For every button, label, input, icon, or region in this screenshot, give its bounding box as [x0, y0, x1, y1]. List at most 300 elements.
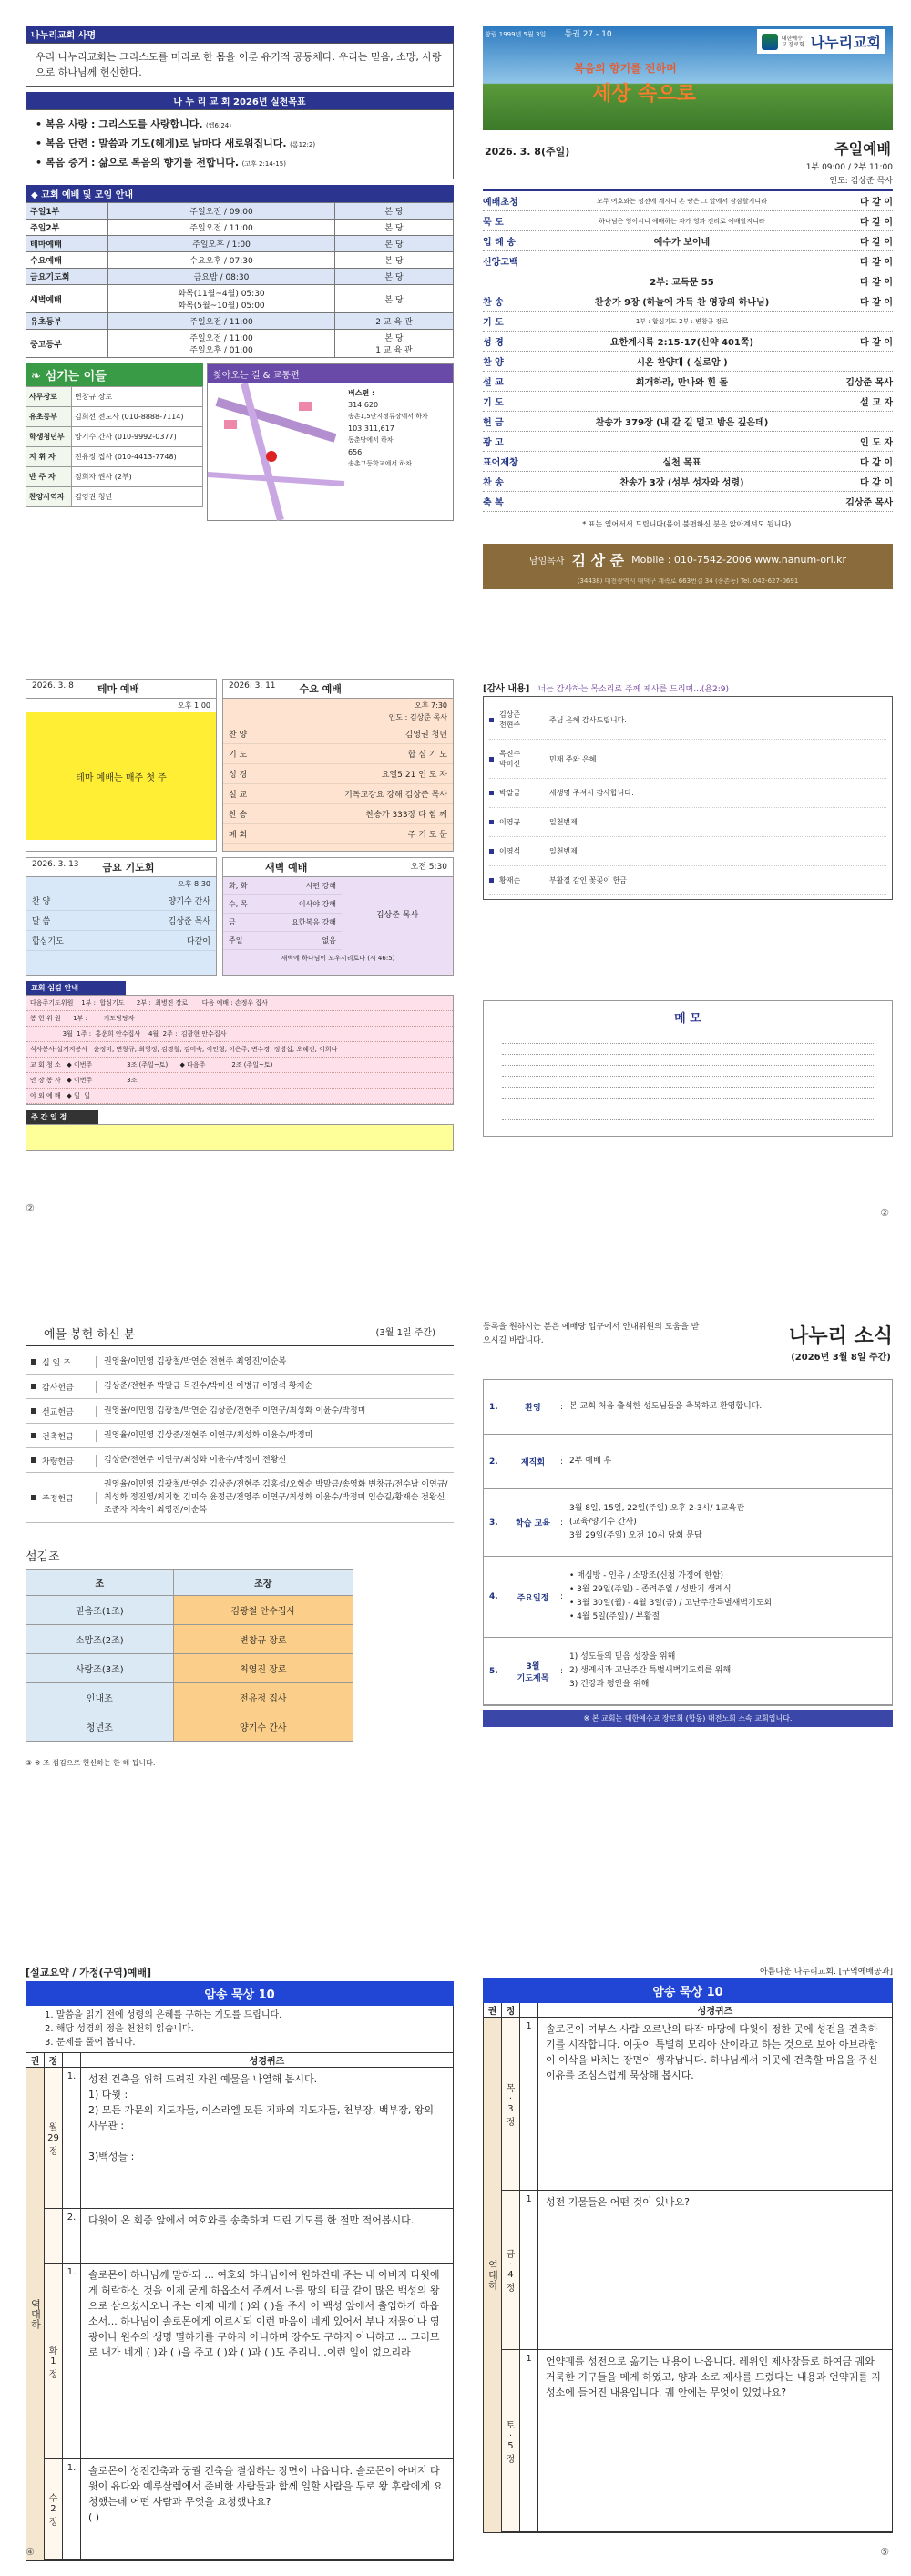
servant-role: 유초등부 — [26, 407, 72, 427]
offering-names: 권영율/이민영 김광철/박연순 김상준/전현주 김홍섭/오혁순 박말금/송영화 변창규/전수남 이연규/최성화 정진영/최지현 김미숙 윤정근/전영주 이연구/최성화 이윤수/박정미 임승길/황재순 전왕신 조준자 지숙이 최영진/이순복 — [104, 1480, 448, 1515]
news-item — [484, 1435, 892, 1489]
bullet-icon — [31, 1408, 36, 1414]
worship-time: 금요밤 / 08:30 — [108, 269, 335, 285]
schedule-row — [26, 891, 216, 911]
group-leader: 전유정 집사 — [173, 1683, 353, 1712]
news-head: 주요일정 — [517, 1593, 549, 1603]
quiz-item — [502, 2350, 892, 2532]
order-item: 찬 송 — [483, 478, 504, 488]
schedule-item: 찬 양 — [229, 731, 248, 740]
group-row — [26, 1654, 353, 1683]
group-name: 사랑조(3조) — [26, 1654, 174, 1683]
schedule-value: 찬송가 333장 다 함 께 — [365, 811, 447, 820]
quiz-num: 2. — [63, 2209, 81, 2263]
news-item — [484, 1380, 892, 1435]
order-who: 다 같 이 — [860, 278, 893, 288]
worship-row — [26, 269, 454, 285]
servant-name: 변창규 장로 — [72, 387, 203, 407]
serve-row: 교 회 청 소 ◆ 이번주 3조 (주일~토) ◆ 다음주 2조 (주일~토) — [26, 1058, 453, 1073]
thanks-row — [489, 740, 886, 779]
schedule-item: 기 도 — [229, 751, 248, 760]
schedule-row — [223, 932, 342, 950]
thanks-text: 부활절 감인 꽃꽂이 헌금 — [549, 876, 627, 884]
worship-title: ◆ 교회 예배 및 모임 안내 — [26, 185, 454, 202]
schedule-row — [26, 931, 216, 951]
theme-worship-box: 2026. 3. 8 테마 예배 오후 1:00 테마 예배는 매주 첫 주 — [26, 679, 217, 852]
mission-text: 우리 나누리교회는 그리스도를 머리로 한 몸을 이룬 유기적 공동체다. 우리는 믿음, 소망, 사랑으로 하나님께 헌신한다. — [36, 51, 442, 78]
order-desc: 1부 : 합심기도 2부 : 변창규 장로 — [635, 317, 729, 325]
worship-table — [26, 202, 454, 358]
servant-role: 지 휘 자 — [26, 447, 72, 467]
news-title: 나누리 소식 — [789, 1325, 893, 1348]
bullet-icon — [31, 1359, 36, 1365]
serve-row: 다음주기도위원 1부 : 합심기도 2부 : 최병진 장로 다음 예배 : 손정우 집사 — [26, 996, 453, 1011]
thanks-title: [감사 내용] — [483, 684, 530, 694]
order-row — [483, 332, 893, 352]
worship-place: 본 당 — [335, 269, 454, 285]
quiz-day — [45, 2209, 63, 2263]
worship-row — [26, 236, 454, 252]
order-row — [483, 211, 893, 231]
bullet-icon — [489, 849, 494, 854]
order-who: 김상준 목사 — [845, 498, 893, 508]
news-colon: : — [560, 1666, 564, 1676]
offering-type: 선교헌금 — [42, 1406, 97, 1417]
news-num: 4. — [489, 1592, 498, 1601]
goal-item: • 복음 단련 : 말씀과 기도(헤게)로 날마다 새로워집니다. (롬12:2) — [36, 138, 316, 149]
page-5-offerings — [26, 1321, 454, 1886]
servant-row — [26, 387, 203, 407]
servants-table — [26, 386, 203, 507]
schedule-value: 시편 강해 — [305, 882, 336, 890]
worship-place: 본 당 — [335, 236, 454, 252]
order-desc: 찬송가 9장 (하늘에 가득 찬 영광의 하나님) — [594, 298, 770, 308]
church-logo: 대한예수교 장로회 나누리교회 — [757, 29, 885, 54]
group-leader: 변창규 장로 — [173, 1625, 353, 1654]
order-item: 표어제창 — [483, 458, 518, 468]
quiz-day: 화 1 정 — [45, 2264, 63, 2458]
news-list — [483, 1379, 893, 1706]
schedule-value: 다같이 — [186, 937, 210, 946]
worship-time: 주일오전 / 09:00 — [108, 203, 335, 220]
order-item: 헌 금 — [483, 418, 504, 428]
news-num: 5. — [489, 1666, 498, 1676]
order-row — [483, 191, 893, 211]
servant-role: 사무장로 — [26, 387, 72, 407]
order-item: 설 교 — [483, 378, 504, 388]
page-7-quiz: [설교요약 / 가정(구역)예배] 암송 묵상 10 1. 말씀을 읽기 전에 성령의 은혜를 구하는 기도를 드립니다. 2. 해당 성경의 정을 천천히 읽습니다. 3. 문제를 풀어 봅니다. 권 정 성경퀴즈 역대하 월 29 정 1. 성전 건축을 위해 드려진 자원 예물을 나열해 봅시다. 1) 다윗 : 2) 모든 가문의 지도자들, 이스라엘 모든 지파의 지도자들, 천부장, 백부장, 왕의 사무관 : 3)백성들 : 2. 다윗이 온 회중 앞에서 여호와를 송축하며 드린 기도를 한 절만 적어봅시다. 화 1 정 1. 솔로몬이 하나님께 말하되 ... 여호와 하나님이여 원하건대 주는 내 아버지 다윗에게 허락하신 것을 이제 굳게 하옵소서 주께서 나를 땅의 티끌 같이 많은 백성의 왕으로 삼으셨사오니 주는 이제 내게 ( )와 ( )을 주사 이 백성 앞에서 출입하게 하옵소서... 하나님이 솔로몬에게 이르시되 이런 마음이 네게 있어서 부나 재물이나 영광이나 원수의 생명 멸하기를 구하지 아니하며 장수도 구하지 아니하고 ... 그러므로 내가 네게 ( )와 ( )을 주고 ( )와 ( )과 ( )도 주리니...이런 일이 없으리라 수 2 정 1. 솔로몬이 성전건축과 궁궐 건축을 결심하는 장면이 나옵니다. 솔로몬이 아버지 다윗이 유다와 예루살렘에서 준비한 사람들과 함께 일할 사람을 두로 왕 후람에게 요청했는데 어떤 사람과 무엇을 요청했나요? ( ) ④ — [26, 1963, 454, 2564]
bus-line: 314,620 — [348, 401, 379, 409]
page-number: ② — [26, 1202, 35, 1214]
offering-type: 건축헌금 — [42, 1430, 97, 1442]
order-who: 다 같 이 — [860, 298, 893, 308]
order-item: 기 도 — [483, 318, 504, 328]
schedule-item: 성 경 — [229, 771, 248, 780]
worship-row — [26, 220, 454, 236]
quiz-question: 다윗이 온 회중 앞에서 여호와를 송축하며 드린 기도를 한 절만 적어봅시다. — [88, 2214, 415, 2226]
offering-row — [26, 1399, 454, 1424]
order-row — [483, 412, 893, 432]
worship-time: 주일오전 / 11:00 — [108, 220, 335, 236]
registration-notice: 등록을 원하시는 분은 예배당 입구에서 안내위원의 도움을 받으시길 바랍니다. — [483, 1323, 700, 1345]
order-item: 찬 양 — [483, 358, 504, 368]
group-table: 조 조장 믿음조(1조) 김광철 안수집사 소망조(2조) 변창규 장로 사랑조(3조) 최영진 장로 인내조 전유정 집사 청년조 양기수 간사 — [26, 1569, 353, 1742]
schedule-item: 말 씀 — [32, 917, 51, 926]
contact-info: Mobile : 010-7542-2006 www.nanum-ori.kr — [631, 554, 847, 566]
page-8-quiz: 아름다운 나누리교회. [구역예배공과] 암송 묵상 10 권 정 성경퀴즈 역대하 목 · 3 정 1 솔로몬이 여부스 사람 오르난의 타작 마당에 다윗이 정한 곳에 성전을 건축하기를 시작합니다. 이곳이 특별히 모리아 산이라고 하는 것으로 보아 아브라함이 이삭을 바치는 장면이 생각납니다. 하나님께서 이곳에 건축할 마음을 주신 이유를 조심스럽게 묵상해 봅시다. 금 · 4 정 1 성전 기물들은 어떤 것이 있나요? 토 · 5 정 1 언약궤를 성전으로 옮기는 내용이 나옵니다. 레위인 제사장들로 하여금 궤와 거룩한 기구들을 메게 하였고, 양과 소로 제사를 드렸다는 내용과 언약궤를 지성소에 들어진 내용입니다. 궤 안에는 무엇이 있었나요? ⑤ — [483, 1963, 893, 2564]
schedule-value: 합 심 기 도 — [407, 751, 447, 760]
fri-title: 금요 기도회 — [102, 862, 155, 874]
thanks-row — [489, 779, 886, 808]
schedule-row — [223, 895, 342, 914]
servant-row — [26, 447, 203, 467]
worship-row — [26, 285, 454, 313]
directions-title: 찾아오는 길 & 교통편 — [208, 364, 453, 383]
page-2-cover — [483, 26, 893, 608]
group-title: 섬김조 — [26, 1550, 60, 1564]
thanks-name: 이영석 — [499, 847, 521, 855]
fri-prayer-box: 2026. 3. 13 금요 기도회 오후 8:30 찬 양 양기수 간사 말 씀 김상준 목사 합심기도 다같이 — [26, 857, 217, 976]
quiz-item — [502, 2018, 892, 2191]
page-number: ④ — [26, 2546, 35, 2558]
thanks-text: 민재 주와 은혜 — [549, 754, 597, 763]
wed-worship-box: 2026. 3. 11 수요 예배 오후 7:30 인도 : 김상준 목사 찬 양 김영권 청년 기 도 합 심 기 도 성 경 요엘5:21 인 도 자 설 교 기독교강요 강해 김상준 목사 찬 송 찬송가 333장 다 함 께 폐 회 주 기 도 문 — [222, 679, 454, 852]
servant-row — [26, 487, 203, 507]
worship-time: 주일오후 / 1:00 — [108, 236, 335, 252]
serve-row: 봉 헌 위 원 1부 : 기도담당자 — [26, 1011, 453, 1027]
schedule-row — [223, 724, 453, 744]
worship-row — [26, 330, 454, 358]
news-colon: : — [560, 1402, 564, 1412]
schedule-row — [223, 877, 342, 895]
dawn-worship-box: 새벽 예배 오전 5:30 화, 화 시편 강해 수, 목 이사야 강해 금 요한복음 강해 주일 없음 김상준 목사 새벽에 하나님이 도우시리로다 (시 46:5) — [222, 857, 454, 976]
offering-row — [26, 1375, 454, 1399]
group-name: 청년조 — [26, 1712, 174, 1742]
news-head: 제직회 — [520, 1458, 546, 1467]
offering-type: 십 일 조 — [42, 1356, 97, 1368]
order-desc: 하나님은 영이시니 예배하는 자가 영과 진리로 예배할지니라 — [599, 217, 765, 225]
thanks-name: 목진수 박미선 — [499, 750, 521, 768]
news-head: 학습 교육 — [516, 1519, 550, 1528]
worship-row — [26, 313, 454, 330]
serve-row: 3월 1주 : 홍운희 안수집사 4월 2주 : 김광현 안수집사 — [26, 1027, 453, 1042]
order-item: 예배초청 — [483, 198, 518, 208]
group-row — [26, 1625, 353, 1654]
banner-line-1: 복음의 향기를 전하며 — [574, 62, 677, 75]
order-desc: 요한계시록 2:15-17(신약 401쪽) — [609, 338, 754, 348]
worship-name: 테마예배 — [26, 236, 108, 252]
service-date: 2026. 3. 8(주일) — [485, 146, 570, 158]
group-row — [26, 1712, 353, 1742]
order-item: 신앙고백 — [483, 258, 518, 268]
schedule-row — [223, 914, 342, 932]
quiz-num: 1 — [520, 2350, 538, 2531]
page-6-news — [483, 1321, 893, 1886]
bullet-icon — [31, 1433, 36, 1438]
bullet-icon — [489, 757, 494, 762]
quiz-instruction: 3. 문제를 풀어 봅니다. — [45, 2038, 136, 2048]
directions-map — [208, 383, 344, 520]
offering-names: 김상준/전현주 이연구/최성화 이윤수/박정미 전왕신 — [104, 1456, 287, 1465]
offering-names: 권영율/이민영 김광철/박연순 전현주 최영진/이순복 — [104, 1357, 287, 1366]
bus-line: 송촌1,5단지정류장에서 하차 — [348, 413, 428, 420]
order-item: 광 고 — [483, 438, 504, 448]
order-row — [483, 352, 893, 372]
group-name: 믿음조(1조) — [26, 1596, 174, 1625]
servant-role: 학생청년부 — [26, 427, 72, 447]
group-name: 인내조 — [26, 1683, 174, 1712]
quiz-num: 1. — [63, 2459, 81, 2559]
pastor-name: 김 상 준 — [571, 552, 625, 569]
service-title: 주일예배 — [834, 140, 891, 158]
quiz-day: 월 29 정 — [45, 2068, 63, 2208]
group-row — [26, 1596, 353, 1625]
quiz-num: 1 — [520, 2191, 538, 2349]
schedule-item: 찬 송 — [229, 811, 248, 820]
serve-row: 야 외 예 배 ◆ 일 일 — [26, 1089, 453, 1104]
quiz-item — [45, 2068, 453, 2209]
worship-place: 본 당 — [335, 252, 454, 269]
worship-name: 주일2부 — [26, 220, 108, 236]
worship-name: 유초등부 — [26, 313, 108, 330]
news-item — [484, 1638, 892, 1705]
thanks-verse: 너는 감사하는 목소리로 주께 제사를 드리며...(욘2:9) — [537, 685, 730, 694]
schedule-value: 김영권 청년 — [404, 731, 447, 740]
news-colon: : — [560, 1457, 564, 1467]
order-item: 성 경 — [483, 338, 504, 348]
order-item: 묵 도 — [483, 218, 504, 228]
thanks-row — [489, 700, 886, 740]
servant-name: 김희선 전도사 (010-8888-7114) — [72, 407, 203, 427]
goal-item: • 복음 사랑 : 그리스도를 사랑합니다. (엡6:24) — [36, 118, 231, 130]
order-who: 다 같 이 — [860, 338, 893, 348]
bus-line: 동춘당에서 하차 — [348, 436, 394, 444]
quiz-item — [45, 2459, 453, 2560]
servant-name: 양기수 간사 (010-9992-0377) — [72, 427, 203, 447]
worship-place: 본 당 — [335, 203, 454, 220]
quiz-question: 성전 건축을 위해 드려진 자원 예물을 나열해 봅시다. 1) 다윗 : 2) 모든 가문의 지도자들, 이스라엘 모든 지파의 지도자들, 천부장, 백부장, 왕의 사무관 : 3)백성들 : — [88, 2073, 435, 2162]
schedule-value: 양기수 간사 — [168, 897, 210, 906]
schedule-row — [223, 824, 453, 844]
offering-period: (3월 1일 주간) — [375, 1328, 435, 1338]
bus-title: 버스편 : — [348, 389, 375, 397]
page-number: ⑤ — [880, 2546, 889, 2558]
offering-type: 감사헌금 — [42, 1381, 97, 1393]
thanks-name: 이영규 — [499, 818, 521, 826]
servant-name: 김영권 청년 — [72, 487, 203, 507]
quiz-book: 역대하 — [26, 2068, 45, 2560]
quiz-item — [45, 2264, 453, 2459]
servant-row — [26, 467, 203, 487]
schedule-row — [223, 804, 453, 824]
order-who: 다 같 이 — [860, 198, 893, 208]
order-row — [483, 472, 893, 492]
thanks-row — [489, 866, 886, 895]
servant-row — [26, 427, 203, 447]
quiz-item — [45, 2209, 453, 2264]
order-row — [483, 291, 893, 312]
worship-time: 주일오전 / 11:00 주일오후 / 01:00 — [108, 330, 335, 358]
bus-line: 103,311,617 — [348, 424, 394, 433]
order-row — [483, 392, 893, 412]
quiz-question: 성전 기물들은 어떤 것이 있나요? — [546, 2196, 690, 2208]
order-item: 축 복 — [483, 498, 504, 508]
schedule-title: 주 간 일 정 — [26, 1110, 98, 1124]
quiz-header: 아름다운 나누리교회. [구역예배공과] — [759, 1968, 893, 1977]
order-desc: 찬송가 3장 (성부 성자와 성령) — [619, 478, 744, 488]
order-desc: 시온 찬양대 ( 실로암 ) — [636, 358, 728, 368]
order-row — [483, 231, 893, 251]
serve-row: 식사봉사·설거지봉사 윤정미, 변창규, 최영정, 김경철, 김미숙, 이인형, 이은주, 변수경, 정병섭, 오혜진, 이희나 — [26, 1042, 453, 1058]
quiz-instruction: 1. 말씀을 읽기 전에 성령의 은혜를 구하는 기도를 드립니다. — [45, 2010, 282, 2020]
news-body: • 매심방 - 인유 / 소망조(신청 가정에 한함) • 3월 29일(주일) - 종려주일 / 성반기 생례식 • 3월 30일(월) - 4월 3일(금) / 고난주간특별새벽기도회 • 4월 5일(주일) / 부활절 — [569, 1571, 773, 1621]
order-who: 다 같 이 — [860, 258, 893, 268]
group-leader: 최영진 장로 — [173, 1654, 353, 1683]
thanks-row — [489, 808, 886, 837]
quiz-day: 토 · 5 정 — [502, 2350, 520, 2531]
news-colon: : — [560, 1518, 564, 1528]
order-item: 입 례 송 — [483, 238, 516, 248]
schedule-value: 김상준 목사 — [168, 917, 210, 926]
bullet-icon — [31, 1457, 36, 1463]
page-number: ② — [880, 1207, 889, 1219]
news-body: 2부 예배 후 — [569, 1457, 612, 1466]
quiz-question: 언약궤를 성전으로 옮기는 내용이 나옵니다. 레위인 제사장들로 하여금 궤와 거룩한 기구들을 메게 하였고, 양과 소로 제사를 드렸다는 내용과 언약궤를 지성소에 들어진 내용입니다. 궤 안에는 무엇이 있었나요? — [546, 2356, 881, 2398]
quiz-num: 1. — [63, 2264, 81, 2458]
banner-line-2: 세상 속으로 — [592, 83, 696, 106]
theme-body: 테마 예배는 매주 첫 주 — [26, 712, 216, 840]
offering-type: 차량헌금 — [42, 1455, 97, 1467]
thanks-text: 새생명 주셔서 감사합니다. — [549, 789, 634, 797]
bus-line: 656 — [348, 448, 363, 456]
servants-title: ❧ 섬기는 이들 — [26, 363, 203, 386]
servant-row — [26, 407, 203, 427]
issue-info: 창립 1999년 5월 3일 — [485, 31, 547, 38]
group-row — [26, 1683, 353, 1712]
order-desc: 2부: 교독문 55 — [650, 278, 714, 288]
order-who: 다 같 이 — [860, 458, 893, 468]
quiz-book: 역대하 — [484, 2018, 502, 2532]
bullet-icon — [489, 878, 494, 883]
worship-name: 중고등부 — [26, 330, 108, 358]
quiz-num: 1. — [63, 2068, 81, 2208]
quiz-day: 금 · 4 정 — [502, 2191, 520, 2349]
news-head: 3월 기도제목 — [517, 1661, 549, 1683]
order-row — [483, 432, 893, 452]
quiz-header: [설교요약 / 가정(구역)예배] — [26, 1967, 152, 1978]
news-body: 1) 성도들의 믿음 성장을 위해 2) 생례식과 고난주간 특별새벽기도회를 위해 3) 건강과 평안을 위해 — [569, 1652, 732, 1689]
dawn-verse: 새벽에 하나님이 도우시리로다 (시 46:5) — [281, 955, 395, 962]
order-row — [483, 492, 893, 512]
offering-row — [26, 1473, 454, 1523]
schedule-value: 주 기 도 문 — [407, 831, 447, 840]
worship-time: 주일오전 / 11:00 — [108, 313, 335, 330]
goal-item: • 복음 증거 : 삶으로 복음의 향기를 전합니다. (고후 2:14-15) — [36, 157, 286, 169]
servant-name: 정희자 권사 (2부) — [72, 467, 203, 487]
quiz-day: 목 · 3 정 — [502, 2018, 520, 2190]
quiz-question: 솔로몬이 성전건축과 궁궐 건축을 결심하는 장면이 나옵니다. 솔로몬이 아버지 다윗이 유다와 예루살렘에서 준비한 사람들과 함께 일할 사람을 두로 왕 후람에게 요청했는데 어떤 사람과 무엇을 요청했나요? ( ) — [88, 2465, 444, 2523]
order-desc: 모두 여호와는 성전에 계시니 온 땅은 그 앞에서 잠잠할지니라 — [597, 197, 767, 205]
worship-row — [26, 252, 454, 269]
news-item — [484, 1557, 892, 1638]
goal-box — [26, 109, 454, 179]
offering-type: 주정헌금 — [42, 1492, 97, 1504]
group-leader: 김광철 안수집사 — [173, 1596, 353, 1625]
order-item: 찬 송 — [483, 298, 504, 308]
order-who: 인 도 자 — [860, 438, 893, 448]
offering-list — [26, 1346, 454, 1527]
schedule-row — [26, 911, 216, 931]
group-name: 소망조(2조) — [26, 1625, 174, 1654]
schedule-item: 설 교 — [229, 791, 248, 800]
order-row — [483, 271, 893, 291]
church-logo-icon — [762, 34, 778, 50]
schedule-item: 폐 회 — [229, 831, 248, 840]
worship-place: 2 교 육 관 — [335, 313, 454, 330]
offering-row — [26, 1424, 454, 1448]
order-of-worship — [483, 189, 893, 512]
bullet-icon — [489, 718, 494, 722]
offering-names: 권영율/이민영 김광철/박연순 김상준/전현주 이연구/최성화 이윤수/박정미 — [104, 1406, 366, 1416]
news-period: (2026년 3월 8일 주간) — [791, 1353, 891, 1363]
order-desc: 찬송가 379장 (내 갈 길 멀고 밤은 깊은데) — [595, 418, 769, 428]
group-leader: 양기수 간사 — [173, 1712, 353, 1742]
offering-row — [26, 1350, 454, 1375]
thanks-row — [489, 837, 886, 866]
schedule-item: 금 — [229, 918, 236, 926]
quiz-item — [502, 2191, 892, 2350]
leaf-icon: ❧ — [31, 370, 41, 383]
news-item — [484, 1489, 892, 1557]
order-who: 김상준 목사 — [845, 378, 893, 388]
dawn-preacher: 김상준 목사 — [375, 910, 419, 920]
offering-names: 권영율/이민영 김상준/전현주 이연구/최성화 이윤수/박정미 — [104, 1431, 313, 1440]
news-head: 환영 — [525, 1404, 541, 1413]
worship-name: 금요기도회 — [26, 269, 108, 285]
news-num: 3. — [489, 1518, 498, 1528]
bullet-icon — [31, 1495, 36, 1500]
schedule-value: 이사야 강해 — [298, 900, 336, 908]
volume-info: 통권 27 - 10 — [564, 30, 612, 39]
order-row — [483, 251, 893, 271]
schedule-value: 요엘5:21 인 도 자 — [381, 771, 447, 780]
mission-box — [26, 43, 454, 87]
schedule-value: 기독교강요 강해 김상준 목사 — [344, 791, 447, 800]
thanks-name: 황재순 — [499, 876, 521, 884]
offering-names: 김상준/전현주 박말금 목진수/박미선 이병규 이영석 황재순 — [104, 1382, 313, 1391]
order-desc: 회개하라, 만나와 흰 돌 — [635, 378, 729, 388]
order-footnote: * 표는 일어서서 드립니다(몸이 불편하신 분은 앉아계셔도 됩니다). — [582, 520, 793, 528]
serve-table — [26, 995, 454, 1105]
news-num: 2. — [489, 1457, 498, 1467]
schedule-item: 찬 양 — [32, 897, 51, 906]
page-1-back-cover — [26, 26, 454, 501]
serve-row: 안 장 봉 사 ◆ 이번주 3조 — [26, 1073, 453, 1089]
order-row — [483, 312, 893, 332]
news-colon: : — [560, 1592, 564, 1601]
memo-title: 메 모 — [674, 1012, 701, 1026]
page-4-thanks — [483, 679, 893, 1225]
quiz-title: 암송 묵상 10 — [483, 1978, 893, 2003]
schedule-value: 없음 — [322, 936, 336, 945]
servant-name: 전유정 집사 (010-4413-7748) — [72, 447, 203, 467]
order-item: 기 도 — [483, 398, 504, 408]
worship-time: 수요오후 / 07:30 — [108, 252, 335, 269]
service-times: 1부 09:00 / 2부 11:00 — [805, 163, 893, 172]
worship-place: 본 당 — [335, 285, 454, 313]
schedule-row — [223, 764, 453, 784]
worship-name: 주일1부 — [26, 203, 108, 220]
